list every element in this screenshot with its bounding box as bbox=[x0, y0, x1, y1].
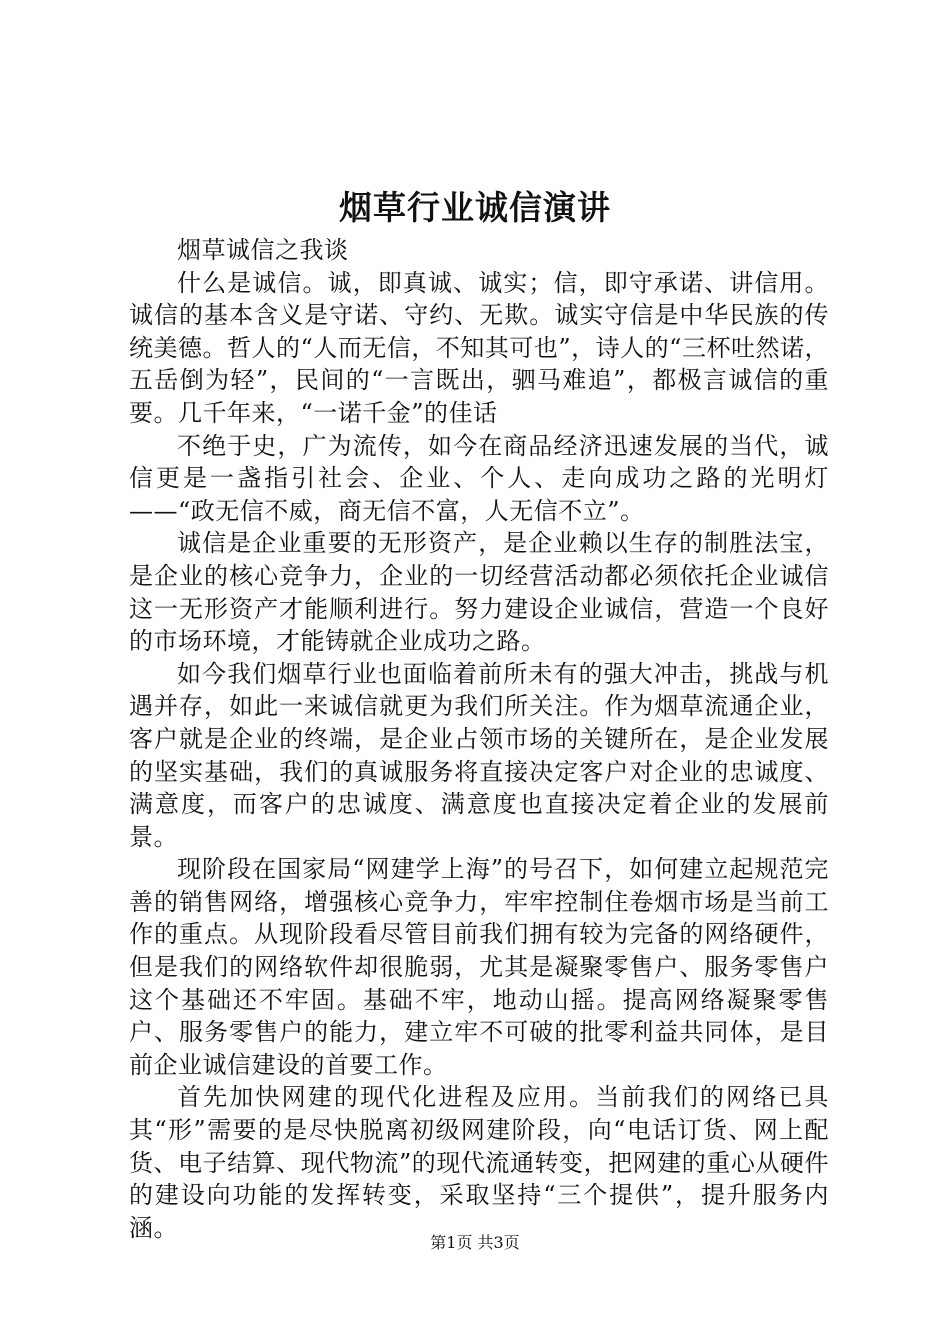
paragraph: 诚信是企业重要的无形资产，是企业赖以生存的制胜法宝，是企业的核心竞争力，企业的一切经营活动都必须依托企业诚信这一无形资产才能顺利进行。努力建设企业诚信，营造一个良好的市场环境，才能铸就企业成功之路。 bbox=[129, 529, 829, 656]
paragraph: 不绝于史，广为流传，如今在商品经济迅速发展的当代，诚信更是一盏指引社会、企业、个人、走向成功之路的光明灯——“政无信不威，商无信不富，人无信不立”。 bbox=[129, 431, 829, 525]
paragraph: 如今我们烟草行业也面临着前所未有的强大冲击，挑战与机遇并存，如此一来诚信就更为我们所关注。作为烟草流通企业，客户就是企业的终端，是企业占领市场的关键所在，是企业发展的坚实基础，我们的真诚服务将直接决定客户对企业的忠诚度、满意度，而客户的忠诚度、满意度也直接决定着企业的发展前景。 bbox=[129, 659, 829, 851]
paragraph: 首先加快网建的现代化进程及应用。当前我们的网络已具其“形”需要的是尽快脱离初级网建阶段，向“电话订货、网上配货、电子结算、现代物流”的现代流通转变，把网建的重心从硬件的建设向功能的发挥转变，采取坚持“三个提供”，提升服务内涵。 bbox=[129, 1083, 829, 1242]
document-title: 烟草行业诚信演讲 bbox=[339, 188, 611, 227]
paragraph: 什么是诚信。诚，即真诚、诚实；信，即守承诺、讲信用。诚信的基本含义是守诺、守约、无欺。诚实守信是中华民族的传统美德。哲人的“人而无信，不知其可也”，诗人的“三杯吐然诺，五岳倒为轻”，民间的“一言既出，驷马难追”，都极言诚信的重要。几千年来，“一诺千金”的佳话 bbox=[129, 268, 829, 427]
paragraph-subtitle: 烟草诚信之我谈 bbox=[177, 236, 349, 264]
page-footer: 第1页 共3页 bbox=[430, 1233, 520, 1252]
document-body bbox=[129, 234, 829, 1244]
paragraph: 现阶段在国家局“网建学上海”的号召下，如何建立起规范完善的销售网络，增强核心竞争力，牢牢控制住卷烟市场是当前工作的重点。从现阶段看尽管目前我们拥有较为完备的网络硬件，但是我们的网络软件却很脆弱，尤其是凝聚零售户、服务零售户这个基础还不牢固。基础不牢，地动山摇。提高网络凝聚零售户、服务零售户的能力，建立牢不可破的批零利益共同体，是目前企业诚信建设的首要工作。 bbox=[129, 855, 829, 1079]
